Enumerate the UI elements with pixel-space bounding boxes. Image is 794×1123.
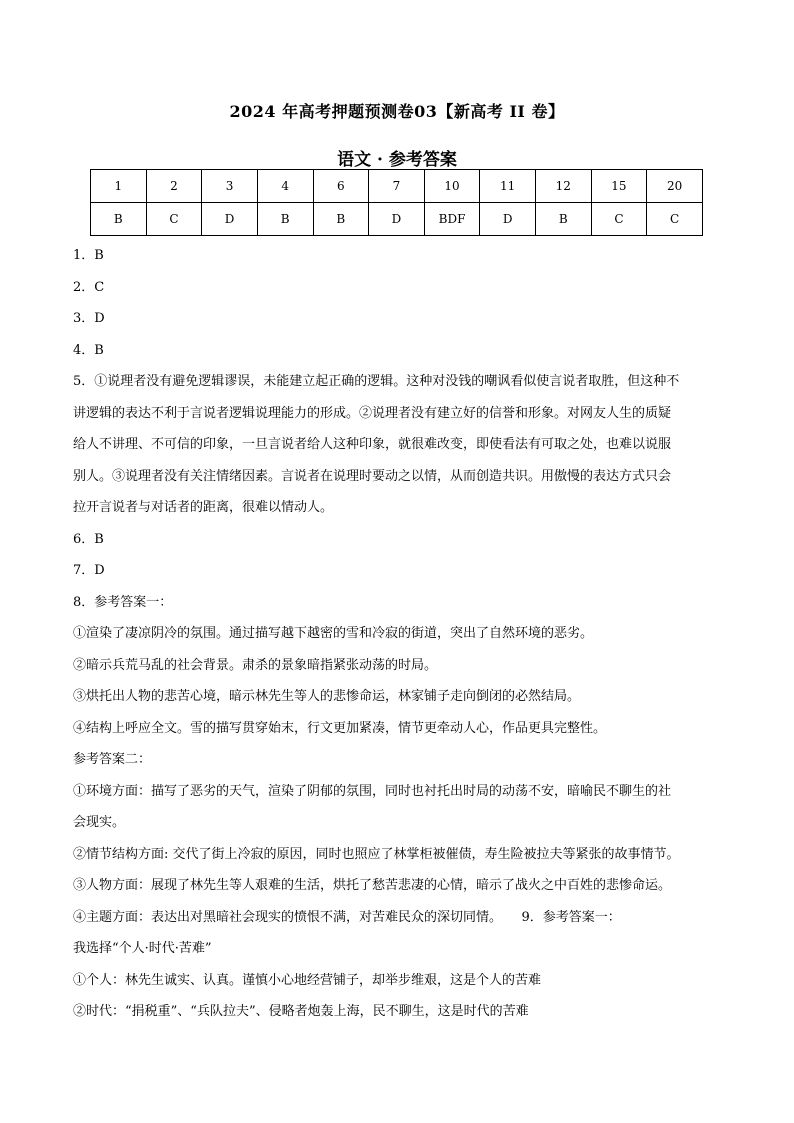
question-cell: 12 [536, 170, 592, 203]
answer-line: 会现实。 [73, 815, 126, 830]
answer-line: ④主题方面：表达出对黑暗社会现实的愤恨不满，对苦难民众的深切同情。 9．参考答案一： [73, 909, 621, 925]
question-number-row [91, 170, 703, 203]
answer-line: ④结构上呼应全文。雪的描写贯穿始末，行文更加紧凑，情节更牵动人心，作品更具完整性。 [73, 720, 607, 736]
answer-line: ②时代：“捐税重”、“兵队拉夫”、侵略者炮轰上海，民不聊生，这是时代的苦难 [73, 1004, 529, 1019]
answer-cell: B [536, 203, 592, 236]
answer-line: 参考答案二： [73, 752, 152, 767]
question-cell: 1 [91, 170, 147, 203]
answer-line: 4．B [73, 342, 104, 358]
answer-line: 讲逻辑的表达不利于言说者逻辑说理能力的形成。②说理者没有建立好的信誉和形象。对网友人生的质疑 [73, 405, 672, 421]
answer-line: 7．D [73, 563, 105, 578]
answer-line: ③人物方面：展现了林先生等人艰难的生活，烘托了愁苦悲凄的心情，暗示了战火之中百姓的悲惨命运。 [73, 878, 672, 893]
answer-line: 拉开言说者与对话者的距离，很难以情动人。 [73, 500, 334, 515]
answer-cell: C [647, 203, 703, 236]
question-cell: 4 [257, 170, 313, 203]
answer-line: ③烘托出人物的悲苦心境，暗示林先生等人的悲惨命运，林家铺子走向倒闭的必然结局。 [73, 689, 581, 704]
answer-cell: C [591, 203, 647, 236]
question-cell: 3 [202, 170, 258, 203]
answer-line: 1．B [73, 248, 104, 263]
answer-line: 2．C [73, 279, 105, 295]
answer-body [73, 240, 723, 1028]
question-cell: 11 [480, 170, 536, 203]
answer-line: 8．参考答案一： [73, 594, 173, 610]
answer-line: 6．B [73, 531, 104, 547]
answer-line: 别人。③说理者没有关注情绪因素。言说者在说理时要动之以情，从而创造共识。用傲慢的表达方式只会 [73, 468, 672, 484]
answer-line: ①渲染了凄凉阴冷的氛围。通过描写越下越密的雪和冷寂的街道，突出了自然环境的恶劣。 [73, 626, 594, 641]
answer-cell: D [480, 203, 536, 236]
question-cell: 2 [146, 170, 202, 203]
question-cell: 10 [424, 170, 480, 203]
answer-row [91, 203, 703, 236]
answer-cell: B [313, 203, 369, 236]
question-cell: 15 [591, 170, 647, 203]
answer-line: 给人不讲理、不可信的印象，一旦言说者给人这种印象，就很难改变，即使看法有可取之处，也难以说服 [73, 437, 672, 452]
answer-line: 5．①说理者没有避免逻辑谬误，未能建立起正确的逻辑。这种对没钱的嘲讽看似使言说者取胜，但这种不 [73, 374, 680, 389]
question-cell: 6 [313, 170, 369, 203]
answer-line: ①个人：林先生诚实、认真。谨慎小心地经营铺子，却举步维艰，这是个人的苦难 [73, 972, 542, 988]
answer-line: 我选择“个人·时代·苦难” [73, 941, 212, 956]
answer-line: ②暗示兵荒马乱的社会背景。肃杀的景象暗指紧张动荡的时局。 [73, 657, 438, 673]
page-subtitle: 语文 · 参考答案 [337, 150, 457, 170]
answer-line: ①环境方面：描写了恶劣的天气，渲染了阴郁的氛围，同时也衬托出时局的动荡不安，暗喻民不聊生的社 [73, 783, 672, 799]
answer-line: ②情节结构方面: 交代了街上冷寂的原因，同时也照应了林掌柜被催债，寿生险被拉夫等紧张的故事情节。 [73, 846, 680, 862]
answer-line: 3．D [73, 311, 105, 326]
answer-cell: D [369, 203, 425, 236]
answer-cell: BDF [424, 203, 480, 236]
page-title: 2024 年高考押题预测卷03【新高考 II 卷】 [229, 102, 565, 121]
answer-cell: C [146, 203, 202, 236]
question-cell: 7 [369, 170, 425, 203]
answer-cell: D [202, 203, 258, 236]
question-cell: 20 [647, 170, 703, 203]
answer-table [90, 169, 703, 236]
answer-cell: B [257, 203, 313, 236]
answer-cell: B [91, 203, 147, 236]
